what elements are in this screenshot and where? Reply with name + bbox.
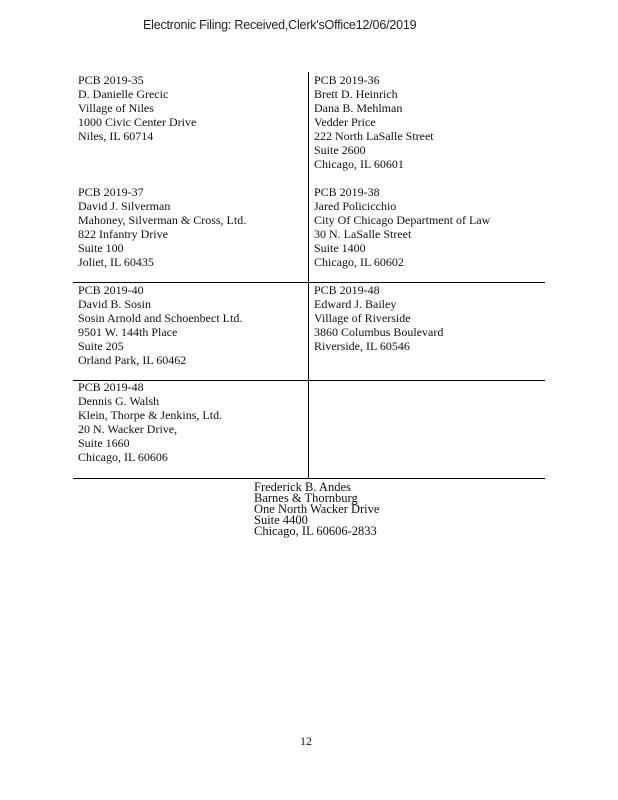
case-number: PCB 2019-48 [78,380,144,394]
address-line: Orland Park, IL 60462 [78,353,187,367]
contact-name: Jared Policicchio [314,199,397,213]
contact-org: Klein, Thorpe & Jenkins, Ltd. [78,408,223,422]
address-line: 20 N. Wacker Drive, [78,422,178,436]
signer-firm: Barnes & Thornburg [254,491,358,505]
address-line: 30 N. LaSalle Street [314,227,412,241]
case-number: PCB 2019-40 [78,283,144,297]
address-line: Suite 2600 [314,143,366,157]
address-line: Suite 1400 [314,241,366,255]
contact-block [78,73,196,143]
signature-block [254,482,379,537]
contact-org: Sosin Arnold and Schoenbect Ltd. [78,311,243,325]
signer-suite: Suite 4400 [254,513,308,527]
case-number: PCB 2019-35 [78,73,144,87]
contact-block [78,283,242,367]
case-number: PCB 2019-48 [314,283,380,297]
case-number: PCB 2019-37 [78,185,144,199]
signer-city: Chicago, IL 60606-2833 [254,524,377,538]
address-line: Chicago, IL 60606 [78,450,168,464]
contact-block [314,185,490,269]
address-line: Suite 205 [78,339,124,353]
contact-block [314,283,443,353]
case-number: PCB 2019-38 [314,185,380,199]
column-divider [308,72,309,478]
contact-org: Village of Riverside [314,311,411,325]
page-number: 12 [300,734,312,748]
contact-name: D. Danielle Grecic [78,87,169,101]
address-line: Joliet, IL 60435 [78,255,154,269]
address-line: Suite 100 [78,241,124,255]
address-line: Riverside, IL 60546 [314,339,410,353]
contact-block [314,73,434,171]
address-line: 222 North LaSalle Street [314,129,434,143]
contact-block [78,185,246,269]
electronic-filing-stamp: Electronic Filing: Received,Clerk'sOffice12/06/2019 [143,18,417,32]
contact-org: Mahoney, Silverman & Cross, Ltd. [78,213,247,227]
address-line: Vedder Price [314,115,376,129]
address-line: Chicago, IL 60601 [314,157,404,171]
case-number: PCB 2019-36 [314,73,380,87]
address-line: Niles, IL 60714 [78,129,154,143]
address-line: 9501 W. 144th Place [78,325,178,339]
contact-org: City Of Chicago Department of Law [314,213,491,227]
row-divider [73,478,545,479]
address-line: Suite 1660 [78,436,130,450]
signer-street: One North Wacker Drive [254,502,380,516]
contact-org: Dana B. Mehlman [314,101,403,115]
contact-name: David J. Silverman [78,199,171,213]
contact-name: Brett D. Heinrich [314,87,398,101]
address-line: 1000 Civic Center Drive [78,115,197,129]
contact-name: David B. Sosin [78,297,152,311]
address-line: Chicago, IL 60602 [314,255,404,269]
contact-name: Edward J. Bailey [314,297,397,311]
address-line: 3860 Columbus Boulevard [314,325,444,339]
contact-name: Dennis G. Walsh [78,394,160,408]
address-line: 822 Infantry Drive [78,227,168,241]
signer-name: Frederick B. Andes [254,480,351,494]
contact-org: Village of Niles [78,101,154,115]
contact-block [78,380,222,464]
